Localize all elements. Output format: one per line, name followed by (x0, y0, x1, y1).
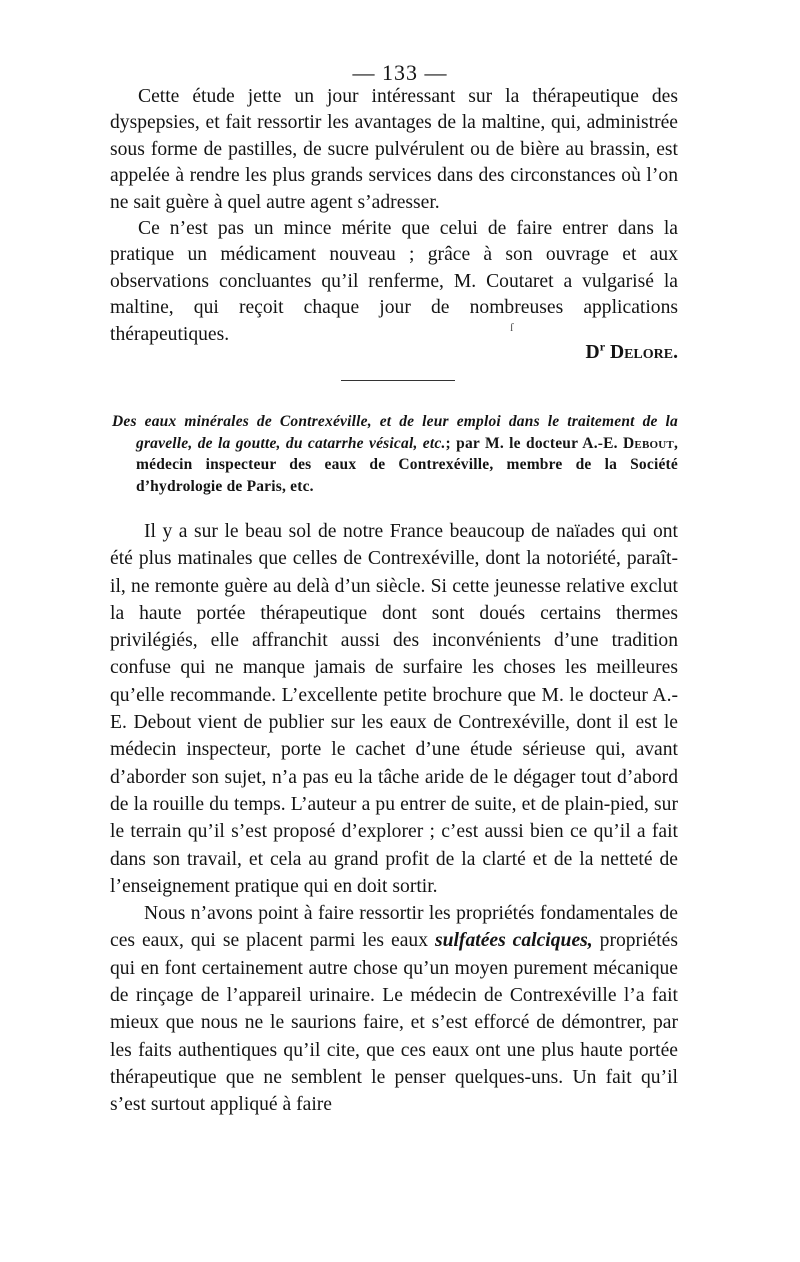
paragraph-coutaret-merit: Ce n’est pas un mince mérite que celui de faire entrer dans la pratique un médicament nouveau ; grâce à son ouvrage et aux observations concluantes qu’il renferme, M. Coutaret a vulgarisé la maltine, qui reçoit chaque jour de nombreuses applications thérapeutiques. (110, 218, 678, 345)
stray-mark: ſ (510, 320, 514, 334)
review-contrexeville (110, 518, 678, 1119)
signature (586, 340, 678, 366)
book-by: ; par M. le docteur A.-E. (445, 434, 618, 452)
review-delore (110, 84, 678, 348)
book-author-details: , médecin inspecteur des eaux de Contrexéville, membre de la Société d’hydrologie de Paris, etc. (136, 434, 679, 495)
signature-title-sup: r (599, 339, 606, 354)
paragraph-proprietes (110, 900, 678, 1118)
signature-name: Delore. (609, 342, 678, 363)
page-number: — 133 — (352, 60, 448, 85)
emphasis-sulfatees-calciques: sulfatées calciques, (434, 930, 593, 952)
section-divider (341, 380, 455, 381)
paragraph-maltine-study: Cette étude jette un jour intéressant sur la thérapeutique des dyspepsies, et fait ressortir les avantages de la maltine, qui, administrée sous forme de pastilles, de sucre pulvérulent ou de bière au brassin, est appelée à rendre les plus grands services dans des circonstances où l’on ne sait guère à quel autre agent s’adresser. (110, 86, 678, 213)
book-title: Des eaux minérales de Contrexéville, et de leur emploi dans le traitement de la gravelle, de la goutte, du catarrhe vésical, etc. (112, 413, 678, 452)
book-author: Debout (623, 434, 674, 452)
bibliographic-entry (112, 411, 678, 497)
paragraph-proprietes-end: propriétés qui en font certainement autre chose qu’un moyen purement mécanique de rinçage de l’appareil urinaire. Le médecin de Contrexéville l’a fait mieux que nous ne le saurions faire, et s’est efforcé de démontrer, par les faits authentiques qu’il cite, que ces eaux ont une plus haute portée thérapeutique que ne semblent le penser quelques-uns. Un fait qu’il s’est surtout appliqué à faire (110, 930, 678, 1116)
signature-title: D (585, 342, 600, 363)
paragraph-naiades: Il y a sur le beau sol de notre France beaucoup de naïades qui ont été plus matinales que celles de Contrexéville, dont la notoriété, paraît-il, ne remonte guère au delà d’un siècle. Si cette jeunesse relative exclut la haute portée thérapeutique dont sont doués certains thermes privilégiés, elle affranchit aussi des inconvénients d’une tradition confuse qui ne manque jamais de surfaire les choses les meilleures qu’elle recommande. L’excellente petite brochure que M. le docteur A.-E. Debout vient de publier sur les eaux de Contrexéville, dont il est le médecin inspecteur, porte le cachet d’une étude sérieuse qui, avant d’aborder son sujet, n’a pas eu la tâche aride de le dégager tout d’abord de la rouille du temps. L’auteur a pu entrer de suite, et de plain-pied, sur le terrain qu’il s’est proposé d’explorer ; c’est aussi bien ce qu’il a fait dans son travail, et cela au grand profit de la clarté et de la netteté de l’enseignement pratique qui en doit sortir. (110, 521, 678, 897)
bibliographic-text (112, 411, 678, 497)
paragraph-proprietes-start: Nous n’avons point à faire ressortir les propriétés fondamentales de ces eaux, qui se placent parmi les eaux (110, 903, 678, 952)
